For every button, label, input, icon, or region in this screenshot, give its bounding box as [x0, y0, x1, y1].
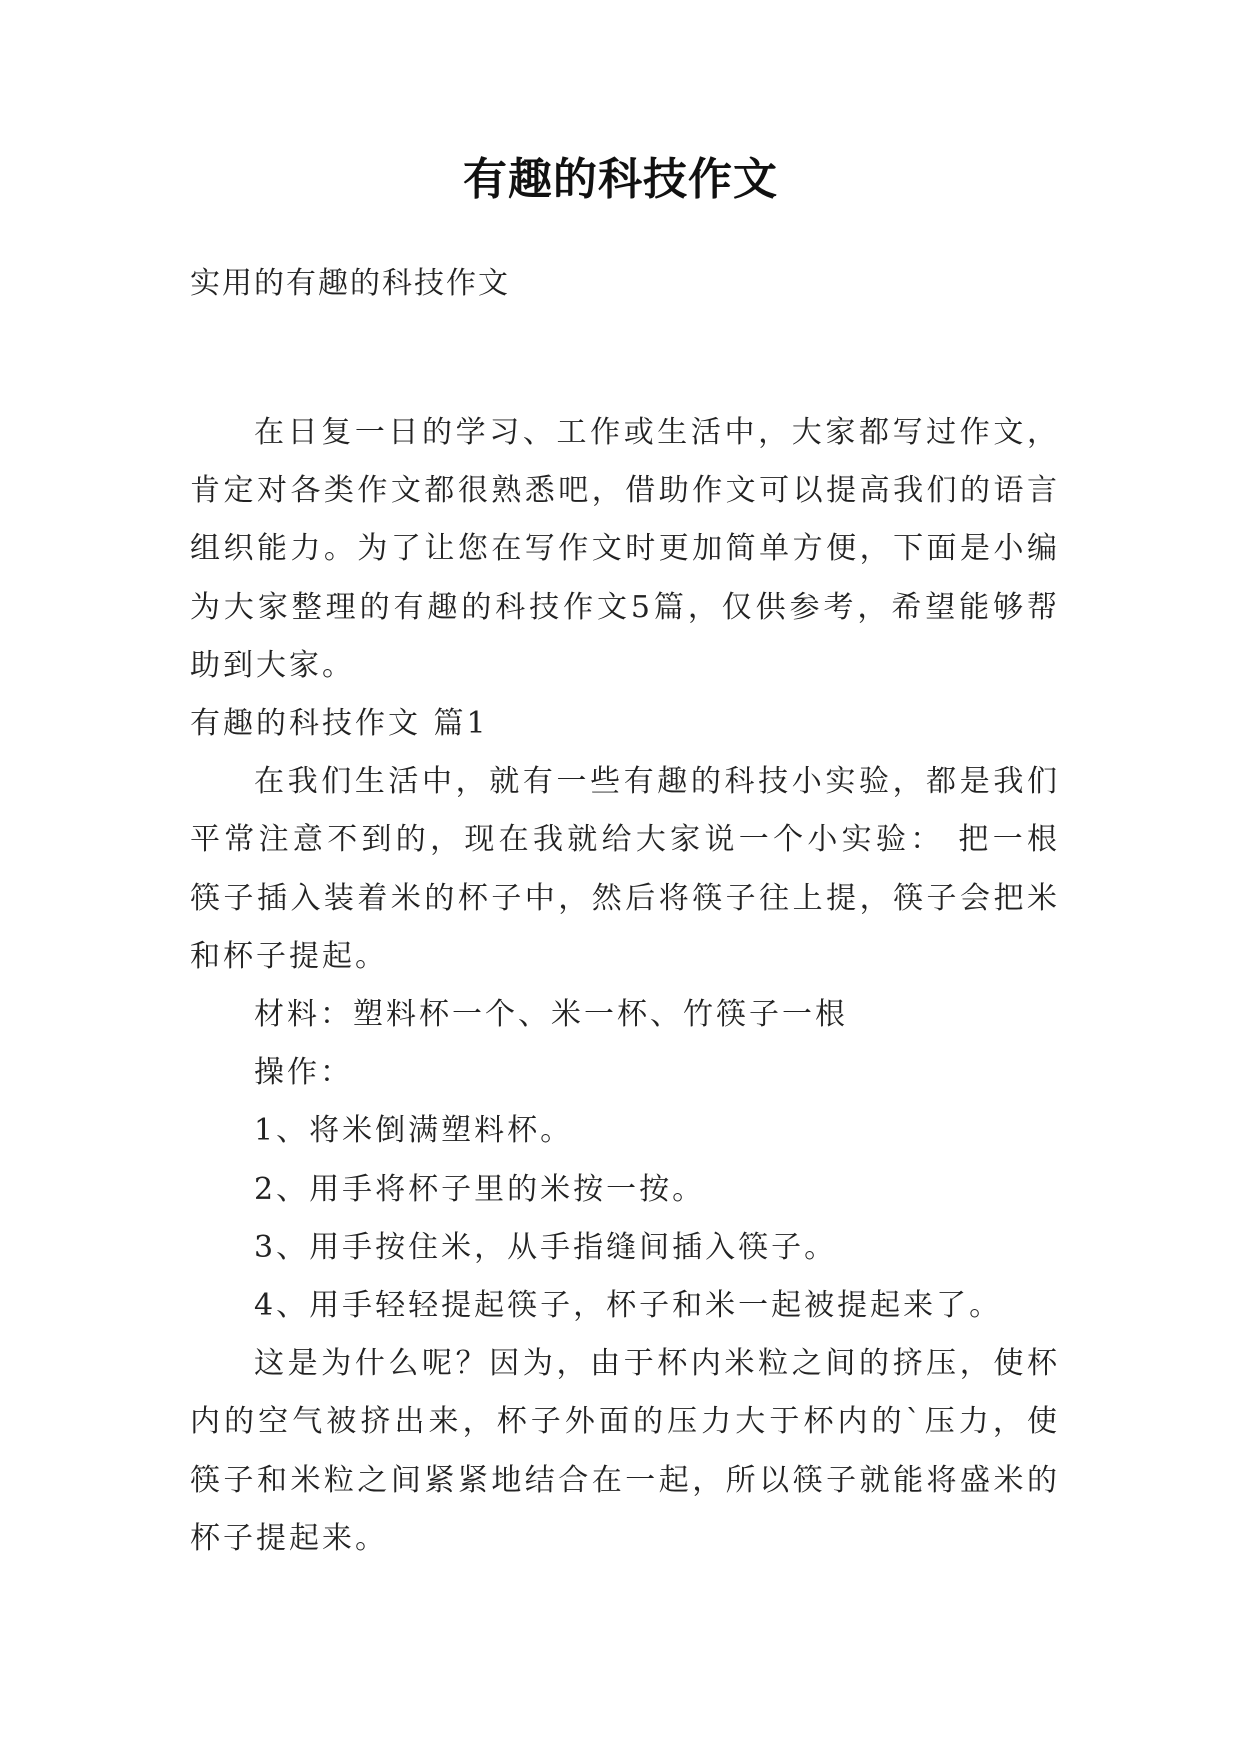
operation-label: 操作： — [254, 1055, 353, 1091]
step-item: 2、用手将杯子里的米按一按。 — [254, 1171, 706, 1207]
materials-line: 材料：塑料杯一个、米一杯、竹筷子一根 — [254, 997, 848, 1033]
intro-paragraph: 在日复一日的学习、工作或生活中，大家都写过作文，肯定对各类作文都很熟悉吧，借助作文可以提高我们的语言组织能力。为了让您在写作文时更加简单方便，下面是小编为大家整理的有趣的科技作文5篇，仅供参考，希望能够帮助到大家。 — [190, 415, 1060, 683]
document-title: 有趣的科技作文 — [463, 154, 778, 205]
section-heading: 有趣的科技作文 篇1 — [190, 706, 489, 742]
explanation-paragraph: 这是为什么呢？因为，由于杯内米粒之间的挤压，使杯内的空气被挤出来，杯子外面的压力大于杯内的`压力，使筷子和米粒之间紧紧地结合在一起，所以筷子就能将盛米的杯子提起来。 — [190, 1346, 1060, 1556]
document-subtitle: 实用的有趣的科技作文 — [190, 266, 510, 301]
step-item: 4、用手轻轻提起筷子，杯子和米一起被提起来了。 — [254, 1288, 1003, 1324]
document-body — [190, 404, 1060, 1568]
step-item: 3、用手按住米，从手指缝间插入筷子。 — [254, 1229, 838, 1265]
step-item: 1、将米倒满塑料杯。 — [254, 1113, 574, 1149]
paragraph: 在我们生活中，就有一些有趣的科技小实验，都是我们平常注意不到的，现在我就给大家说一个小实验： 把一根筷子插入装着米的杯子中，然后将筷子往上提，筷子会把米和杯子提起。 — [190, 764, 1060, 974]
